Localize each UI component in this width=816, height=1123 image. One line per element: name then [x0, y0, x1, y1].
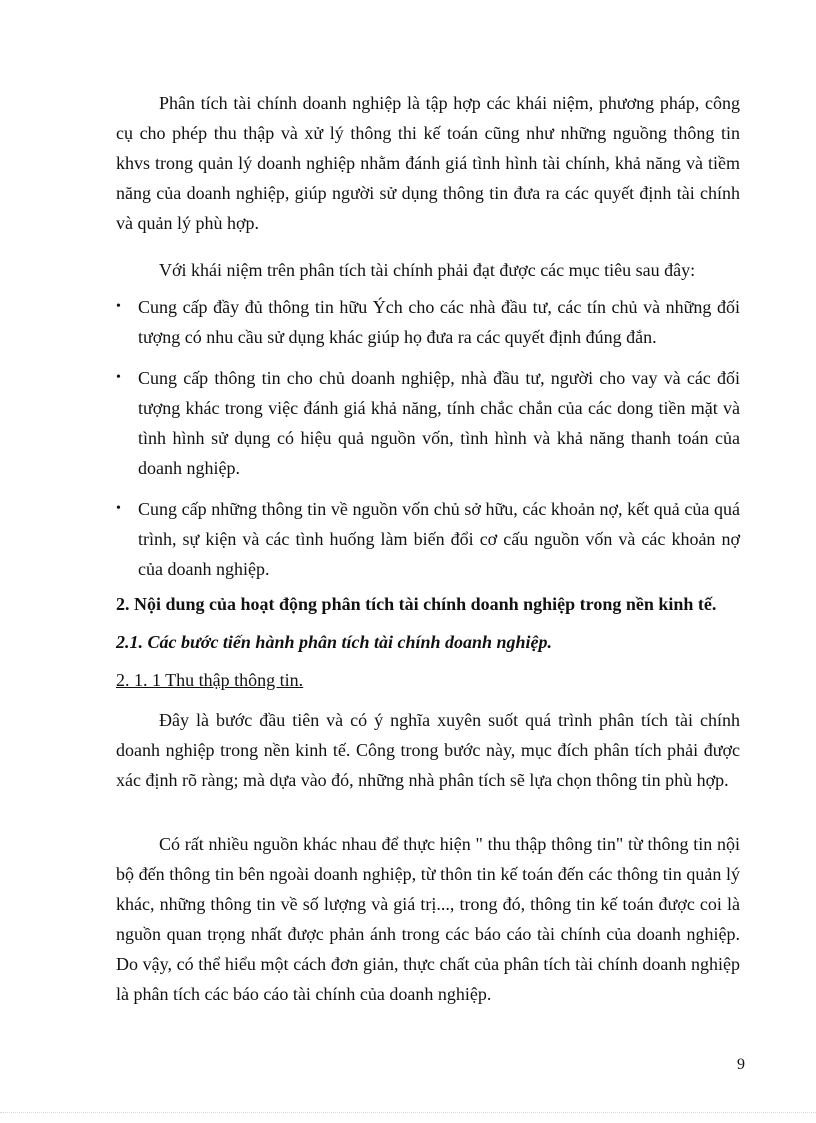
paragraph-objectives-intro: Với khái niệm trên phân tích tài chính phải đạt được các mục tiêu sau đây: — [159, 260, 696, 280]
page-number: 9 — [737, 1056, 745, 1073]
list-item — [116, 494, 740, 584]
paragraph-first-step: Đây là bước đầu tiên và có ý nghĩa xuyên suốt quá trình phân tích tài chính doanh nghiệp trong nền kinh tế. Công trong bước này, mục đích phân tích phải được xác định rõ ràng; mà dựa vào đó, những nhà phân tích sẽ lựa chọn thông tin phù hợp. — [116, 710, 740, 790]
bullet-icon: • — [116, 370, 121, 385]
bullet-icon: • — [116, 501, 121, 516]
bullet-icon: • — [116, 299, 121, 314]
list-item — [116, 292, 740, 352]
objectives-list — [116, 292, 740, 595]
page-bottom-border — [0, 1112, 816, 1113]
paragraph-definition: Phân tích tài chính doanh nghiệp là tập hợp các khái niệm, phương pháp, công cụ cho phép thu thập và xử lý thông thi kế toán cũng như những nguồng thông tin khvs trong quản lý doanh nghiệp nhằm đánh giá tình hình tài chính, khả năng và tiềm năng của doanh nghiệp, giúp người sử dụng thông tin đưa ra các quyết định tài chính và quản lý phù hợp. — [116, 93, 740, 233]
list-item — [116, 363, 740, 483]
sub-subsection-heading: 2. 1. 1 Thu thập thông tin. — [116, 670, 304, 690]
section-heading: 2. Nội dung của hoạt động phân tích tài chính doanh nghiệp trong nền kinh tế. — [116, 594, 717, 614]
paragraph-information-sources: Có rất nhiều nguồn khác nhau để thực hiện " thu thập thông tin" từ thông tin nội bộ đến thông tin bên ngoài doanh nghiệp, từ thôn tin kế toán đến các thông tin quản lý khác, những thông tin về số lượng và giá trị..., trong đó, thông tin kế toán được coi là nguồn quan trọng nhất được phản ánh trong các báo cáo tài chính của doanh nghiệp. Do vậy, có thể hiểu một cách đơn giản, thực chất của phân tích tài chính doanh nghiệp là phân tích các báo cáo tài chính của doanh nghiệp. — [116, 834, 740, 1004]
list-item-text: Cung cấp thông tin cho chủ doanh nghiệp, nhà đầu tư, người cho vay và các đối tượng khác trong việc đánh giá khả năng, tính chắc chắn của các dong tiền mặt và tình hình sử dụng có hiệu quả nguồn vốn, tình hình và khả năng thanh toán của doanh nghiệp. — [138, 368, 740, 478]
list-item-text: Cung cấp đầy đủ thông tin hữu Ých cho các nhà đầu tư, các tín chủ và những đối tượng có nhu cầu sử dụng khác giúp họ đưa ra các quyết định đúng đắn. — [138, 297, 740, 347]
subsection-heading: 2.1. Các bước tiến hành phân tích tài chính doanh nghiệp. — [116, 632, 553, 652]
list-item-text: Cung cấp những thông tin về nguồn vốn chủ sở hữu, các khoản nợ, kết quả của quá trình, sự kiện và các tình huống làm biến đổi cơ cấu nguồn vốn và các khoản nợ của doanh nghiệp. — [138, 499, 740, 579]
